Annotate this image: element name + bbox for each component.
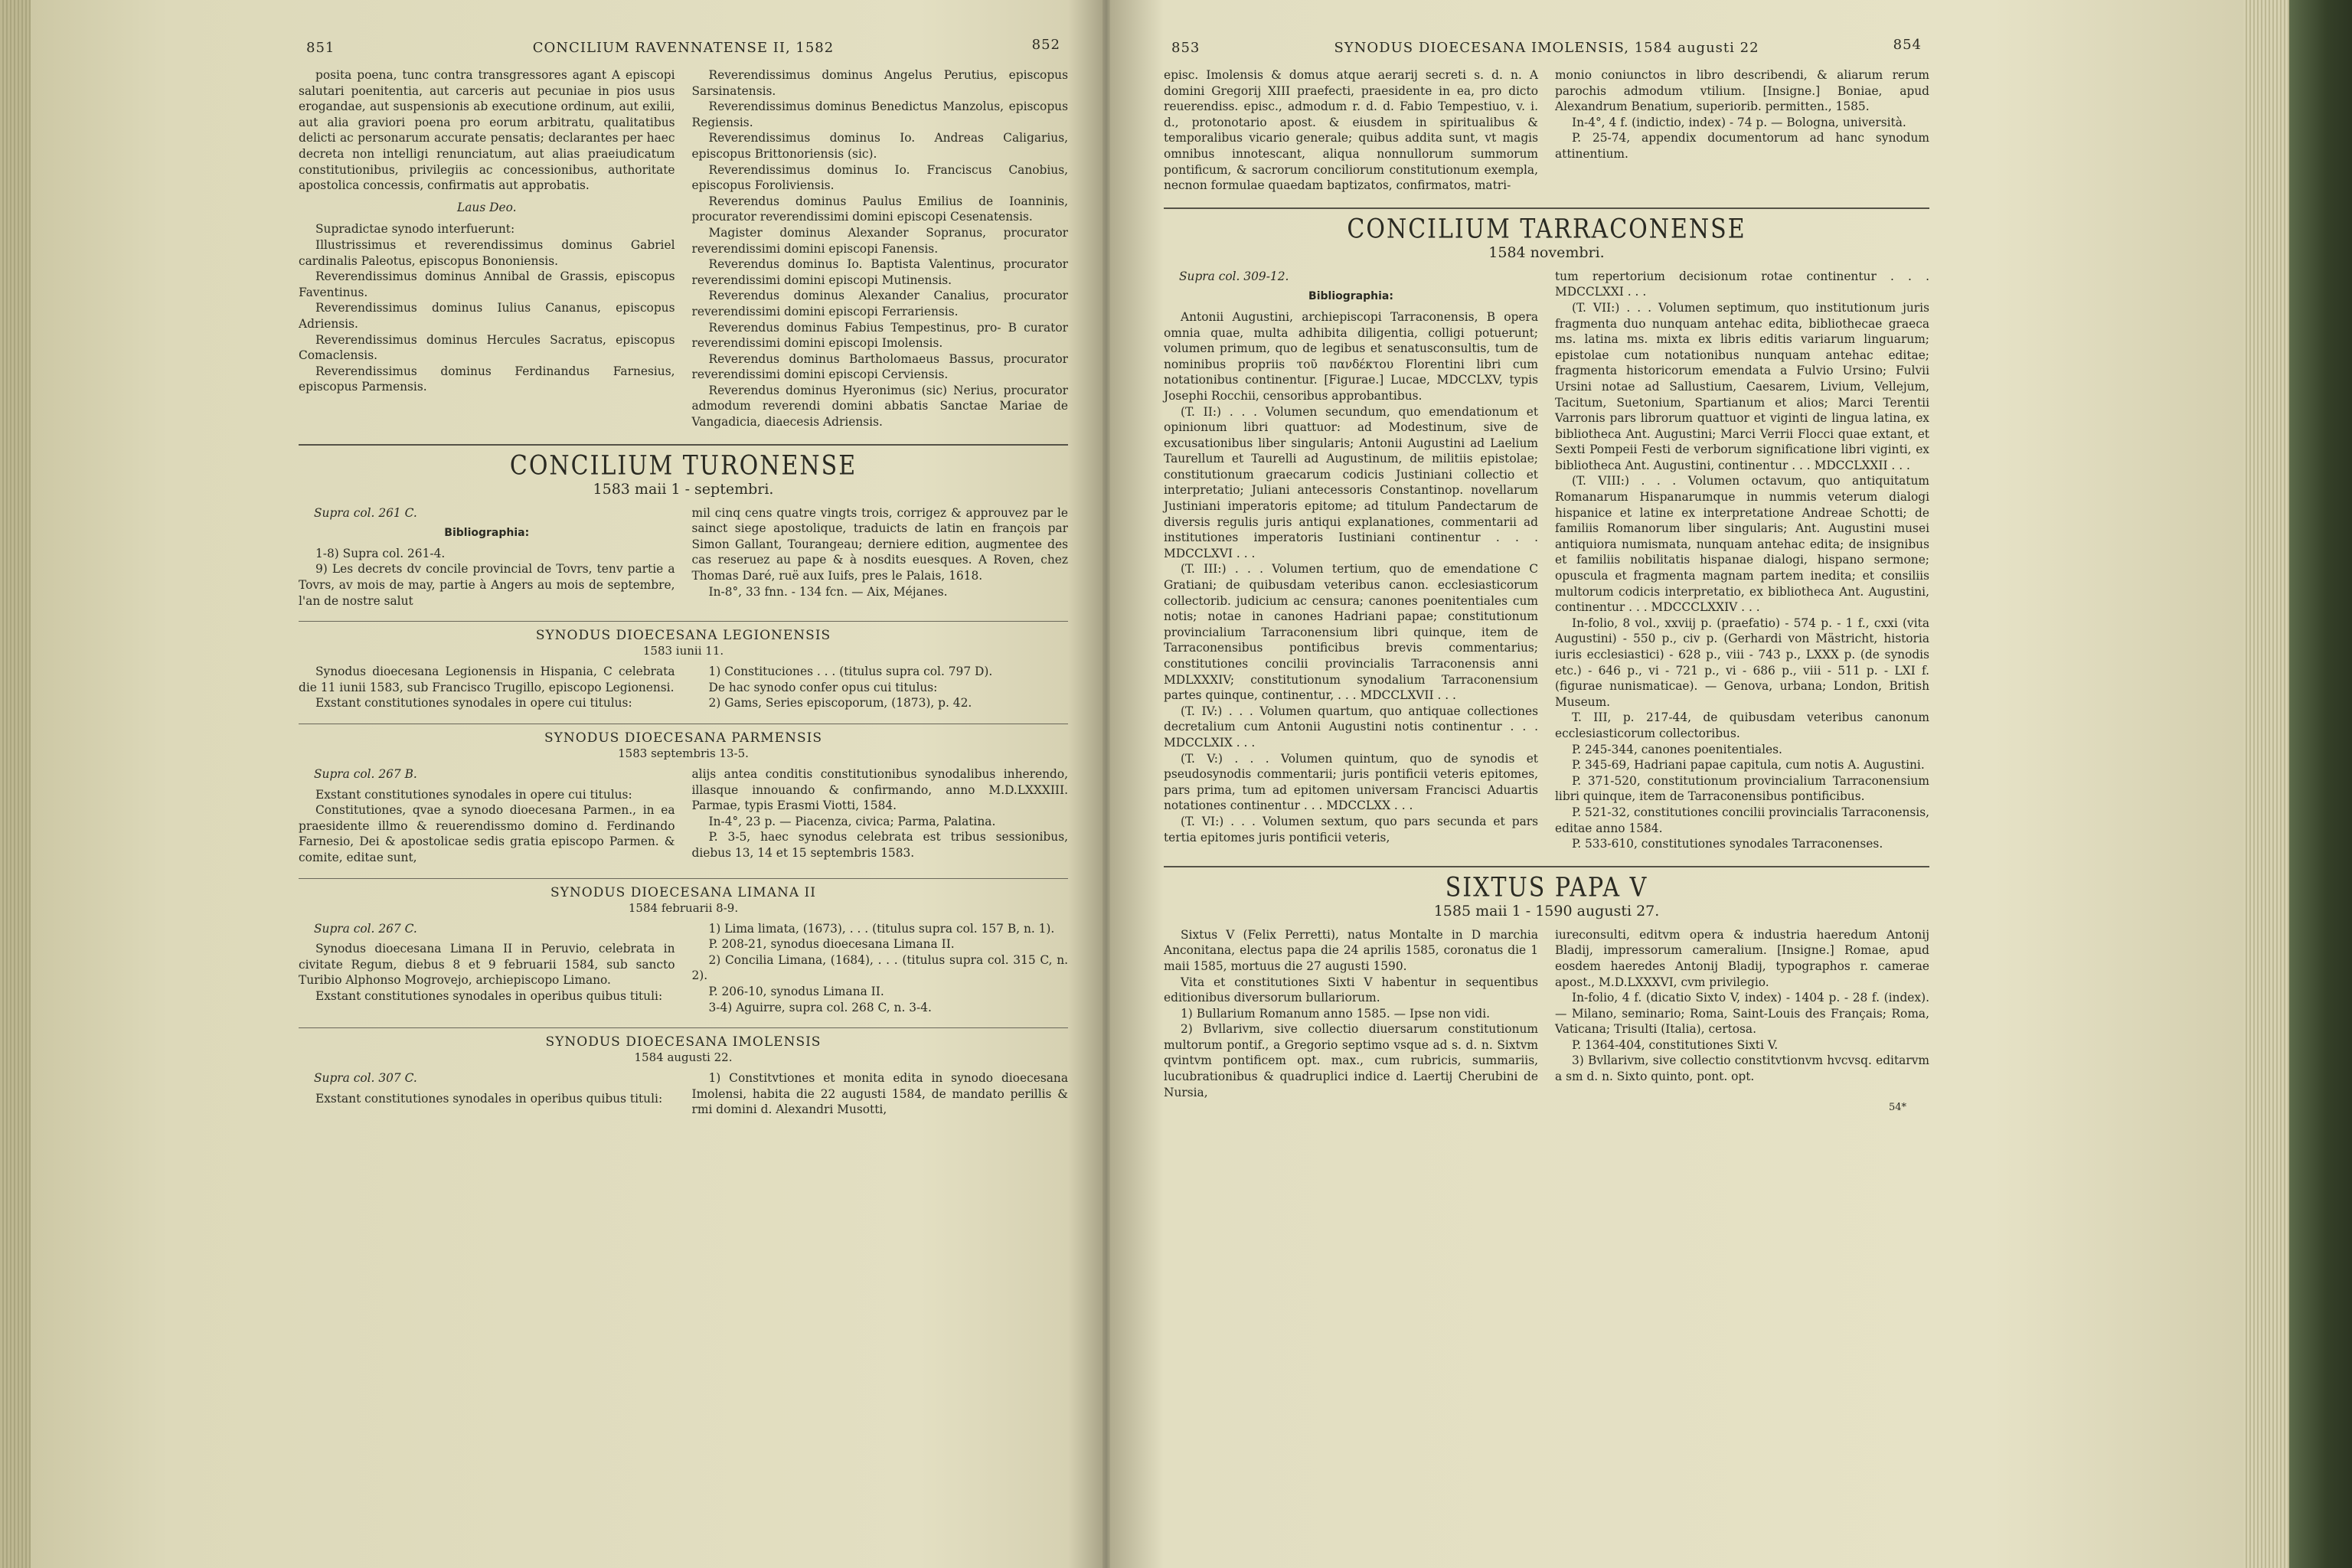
- paragraph: 2) Bvllarivm, sive collectio diuersarum constitutionum multorum pontif., a Gregorio septimo vsque ad s. d. n. Sixtvm qvintvm pontificem opt. max., cum rubricis, summariis, lucubrationibus & quadruplici indice d. Laertij Cherubini de Nursia,: [1164, 1022, 1538, 1099]
- paragraph: T. III, p. 217-44, de quibusdam veteribus canonum ecclesiasticorum collectoribus.: [1555, 710, 1929, 740]
- paragraph: P. 206-10, synodus Limana II.: [708, 984, 884, 998]
- section-rule: [299, 621, 1068, 622]
- paragraph: episc. Imolensis & domus atque aerarij secreti s. d. n. A domini Gregorij XIII praefecti, praesidente in ea, pro dicto reuerendiss. episc., admodum r. d. d. Fabio Tempestiuo, v. i. d., protonotario apost. & eiusdem in spiritualibus & temporalibus vicario generale; quibus addita sunt, vt magis omnibus innotescant, aliqua nonnullorum summorum pontificum, & sacrorum conciliorum constitutionum exempla, necnon formulae quaedam baptizatos, confirmatos, matri-: [1164, 68, 1538, 193]
- column-left: [299, 921, 675, 1016]
- paragraph: Reverendissimus dominus Ferdinandus Farnesius, episcopus Parmensis.: [299, 364, 675, 394]
- paragraph: alijs antea conditis constitutionibus synodalibus inherendo, illasque innouando & confirmando, anno M.D.LXXXIII. Parmae, typis Erasmi Viotti, 1584.: [691, 767, 1068, 813]
- page-edges-right: [2243, 0, 2289, 1568]
- section-date: 1583 maii 1 - septembri.: [593, 480, 774, 498]
- section-title: SYNODUS DIOECESANA LIMANA II: [550, 884, 816, 900]
- paragraph: 1) Constitvtiones et monita edita in synodo dioecesana Imolensi, habita die 22 augusti 1584, de mandato perillis & rmi domini d. Alexandri Musotti,: [691, 1071, 1068, 1117]
- paragraph: Magister dominus Alexander Sopranus, procurator reverendissimi domini episcopi Fanensis.: [691, 225, 1068, 256]
- signature-mark: 54*: [1888, 1102, 1906, 1114]
- paragraph: 1) Constituciones . . . (titulus supra col. 797 D).: [708, 665, 993, 679]
- column-left: [299, 766, 675, 866]
- page-number: 852: [1031, 37, 1060, 53]
- text-columns: [299, 766, 1068, 866]
- text-columns: [299, 505, 1068, 609]
- paragraph: In-folio, 8 vol., xxviij p. (praefatio) - 574 p. - 1 f., cxxi (vita Augustini) - 550 p., civ p. (Gerhardi von Mästricht, historia iuris ecclesiastici) - 628 p., viii - 743 p., LXXX p. (de synodis etc.) - 646 p., vi - 721 p., vi - 686 p., viii - 511 p. - LXI f. (figurae nunismaticae). — Genova, urbana; London, British Museum.: [1555, 616, 1929, 709]
- section-rule: [299, 444, 1068, 446]
- paragraph: posita poena, tunc contra transgressores agant A episcopi salutari poenitentia, aut carceris aut pecuniae in pios usus erogandae, aut suspensionis ab executione ordinum, aut exilii, aut alia graviori poena pro eorum arbitratu, qualitatibus delicti ac personarum accurate pensatis; declarantes per haec decreta non intelligi renunciatum, aut alias praeiudicatum constitutionibus, privilegiis ac concessionibus, authoritate apostolica concessis, confirmatis aut approbatis.: [299, 68, 675, 193]
- paragraph: (T. III:) . . . Volumen tertium, quo de emendatione C Gratiani; de quibusdam veteribus canon. ecclesiasticorum collectorib. judicium ac censura; canones poenitentiales cum notis; notae in canones Hadriani papae; constitutionum provincialium Tarraconensium libri quinque, item de Tarraconensibus pontificibus brevis commentarius; constitutiones concilii provincialis Tarraconensis anni MDLXXXIV; constitutionum synodalium Tarraconensium partes quinque, continentur, . . . MDCCLXVII . . .: [1164, 562, 1538, 703]
- column-left: [1164, 67, 1538, 194]
- paragraph: Antonii Augustini, archiepiscopi Tarraconensis, B opera omnia quae, multa adhibita diligentia, colligi potuerunt; volumen primum, quo de legibus et senatusconsultis, tum de nominibus propriis τοῦ πανδέκτου Florentini libri cum notationibus continentur. [Figurae.] Lucae, MDCCLXV, typis Josephi Rocchii, censoribus approbantibus.: [1164, 309, 1538, 403]
- text-columns: [1164, 67, 1929, 194]
- column-right: [692, 505, 1069, 609]
- paragraph: Synodus dioecesana Limana II in Peruvio, celebrata in civitate Regum, diebus 8 et 9 februarii 1584, sub sancto Turibio Alphonso Mogrovejo, archiepiscopo Limano.: [299, 942, 675, 988]
- running-header: [299, 31, 1068, 61]
- section-date: 1584 augusti 22.: [634, 1050, 733, 1065]
- column-right: [1555, 269, 1929, 852]
- column-right: [692, 1070, 1069, 1118]
- page-edges-left: [0, 0, 31, 1568]
- section-date: 1583 iunii 11.: [642, 644, 724, 658]
- paragraph: (T. VI:) . . . Volumen sextum, quo pars secunda et pars tertia epitomes juris pontificii veteris,: [1164, 814, 1538, 844]
- text-columns: [1164, 269, 1929, 852]
- paragraph: (T. V:) . . . Volumen quintum, quo de synodis et pseudosynodis commentarii; juris pontificii veteris epitomes, pars prima, tum ad epitomen universam Francisci Aduartis notationes continentur . . . MDCCLXX . . .: [1164, 751, 1538, 813]
- right-page: [1164, 31, 1929, 1113]
- paragraph: Reverendus dominus Paulus Emilius de Ioanninis, procurator reverendissimi domini episcopi Cesenatensis.: [691, 194, 1068, 224]
- paragraph: Reverendissimus dominus Annibal de Grassis, episcopus Faventinus.: [299, 270, 675, 299]
- paragraph: Supra col. 261 C.: [314, 505, 417, 520]
- paragraph: tum repertorium decisionum rotae continentur . . . MDCCLXXI . . .: [1555, 269, 1929, 299]
- section-title: SYNODUS DIOECESANA LEGIONENSIS: [535, 628, 831, 644]
- column-right: [692, 921, 1069, 1016]
- book-cover-edge: [2289, 0, 2352, 1568]
- paragraph: Supra col. 267 C.: [314, 921, 417, 936]
- text-columns: [299, 921, 1068, 1016]
- section-title: SYNODUS DIOECESANA PARMENSIS: [544, 730, 822, 746]
- paragraph: (T. VII:) . . . Volumen septimum, quo institutionum juris fragmenta duo nunquam antehac edita, bibliothecae graeca ms. latina ms. mixta ex libris editis variarum linguarum; epistolae cum notationibus nunquam antehac editae; fragmenta historicorum emendata a Fulvio Ursino; Fulvii Ursini notae ad Sallustium, Caesarem, Livium, Vellejum, Tacitum, Suetonium, Spartianum et alios; Marci Terentii Varronis pars librorum quattuor et viginti de lingua latina, ex bibliotheca Ant. Augustini; Marci Verrii Flocci quae extant, et Sexti Pompeii Festi de verborum significatione libri viginti, ex bibliotheca Ant. Augustini, continentur . . . MDCCLXXII . . .: [1555, 300, 1929, 472]
- paragraph: P. 25-74, appendix documentorum ad hanc synodum attinentium.: [1555, 131, 1929, 161]
- paragraph: Reverendus dominus Bartholomaeus Bassus, procurator reverendissimi domini episcopi Cerviensis.: [691, 351, 1068, 382]
- page-number: 851: [306, 40, 335, 56]
- section-date: 1585 maii 1 - 1590 augusti 27.: [1433, 902, 1660, 920]
- paragraph: iureconsulti, editvm opera & industria haeredum Antonij Bladij, impressorum cameralium. [Insigne.] Romae, apud eosdem haeredes Antonij Bladij, typographos r. camerae apost., M.D.LXXXVI, cvm privilegio.: [1555, 927, 1929, 989]
- paragraph: Exstant constitutiones synodales in opere cui titulus:: [315, 696, 632, 710]
- column-right: [692, 67, 1069, 430]
- paragraph: In-4°, 4 f. (indictio, index) - 74 p. — Bologna, università.: [1572, 115, 1906, 129]
- section-rule: [1164, 207, 1929, 209]
- text-columns: [299, 664, 1068, 711]
- paragraph: Illustrissimus et reverendissimus dominus Gabriel cardinalis Paleotus, episcopus Bononiensis.: [299, 237, 675, 268]
- paragraph: Exstant constitutiones synodales in opere cui titulus:: [315, 787, 632, 802]
- book-gutter: [1102, 0, 1110, 1568]
- paragraph: P. 3-5, haec synodus celebrata est tribus sessionibus, diebus 13, 14 et 15 septembris 1583.: [691, 830, 1068, 860]
- paragraph: 9) Les decrets dv concile provincial de Tovrs, tenv partie a Tovrs, av mois de may, partie à Angers au mois de septembre, l'an de nostre salut: [299, 562, 675, 608]
- column-right: [1555, 927, 1929, 1101]
- paragraph: Exstant constitutiones synodales in operibus quibus tituli:: [315, 1091, 663, 1106]
- paragraph: P. 208-21, synodus dioecesana Limana II.: [708, 937, 955, 952]
- column-left: [299, 505, 675, 609]
- paragraph: Supra col. 309-12.: [1179, 269, 1289, 283]
- paragraph: Reverendissimus dominus Benedictus Manzolus, episcopus Regiensis.: [691, 100, 1068, 129]
- section-title: SIXTUS PAPA V: [1445, 872, 1648, 903]
- column-left: [299, 1070, 675, 1118]
- text-columns: [1164, 927, 1929, 1101]
- section-title: CONCILIUM TURONENSE: [509, 449, 858, 482]
- paragraph: (T. II:) . . . Volumen secundum, quo emendationum et opinionum libri quattuor: ad Modestinum, sive de excusationibus liber singularis; Antonii Augustini ad Laelium Taurellum et Taurelli ad Augustinum, de militiis epistolae; constitutionum graecarum codicis Justiniani collectio et interpretatio; Juliani antecessoris Constantinop. novellarum Justiniani imperatoris epitome; ad titulum Pandectarum de diversis regulis juris antiqui explanationes, commentarii ad institutiones imperatoris Iustiniani continentur . . . MDCCLXVI . . .: [1164, 404, 1538, 560]
- bibliography-heading: Bibliographia:: [1308, 290, 1393, 303]
- paragraph: In-8°, 33 fnn. - 134 fcn. — Aix, Méjanes.: [708, 584, 948, 599]
- page-number: 854: [1893, 37, 1922, 53]
- page-number: 853: [1171, 40, 1200, 56]
- paragraph: Sixtus V (Felix Perretti), natus Montalte in D marchia Anconitana, electus papa die 24 aprilis 1585, coronatus die 1 maii 1585, mortuus die 27 augusti 1590.: [1164, 927, 1538, 973]
- paragraph: Supra col. 307 C.: [314, 1071, 417, 1086]
- column-left: [1164, 269, 1538, 852]
- section-date: 1583 septembris 13-5.: [618, 746, 749, 760]
- paragraph: (T. VIII:) . . . Volumen octavum, quo antiquitatum Romanarum Hispanarumque in nummis veterum dialogi hispanice et latine ex interpretatione Andreae Schotti; de familiis Romanorum liber singularis; Ant. Augustini musei antiquiora numismata, nunquam antehac edita; de insignibus et familiis nobilitatis hispanae dialogi, hispano sermone; opuscula et fragmenta magnam partem inedita; et consiliis multorum codicis interpretatio, ex bibliotheca Ant. Augustini, continentur . . . MDCCCLXXIV . . .: [1555, 474, 1929, 615]
- paragraph: Exstant constitutiones synodales in operibus quibus tituli:: [315, 988, 663, 1003]
- running-header: [1164, 31, 1929, 61]
- section-title: CONCILIUM TARRACONENSE: [1347, 214, 1746, 245]
- paragraph: P. 1364-404, constitutiones Sixti V.: [1572, 1037, 1779, 1052]
- paragraph: 3-4) Aguirre, supra col. 268 C, n. 3-4.: [708, 1000, 932, 1014]
- column-right: [692, 664, 1069, 711]
- section-title: SYNODUS DIOECESANA IMOLENSIS: [545, 1034, 822, 1050]
- paragraph: Vita et constitutiones Sixti V habentur in sequentibus editionibus diversorum bullariorum.: [1164, 975, 1538, 1005]
- paragraph: Laus Deo.: [457, 200, 517, 214]
- paragraph: Reverendus dominus Io. Baptista Valentinus, procurator reverendissimi domini episcopi Mutinensis.: [691, 257, 1068, 287]
- paragraph: Reverendissimus dominus Angelus Perutius, episcopus Sarsinatensis.: [691, 68, 1068, 98]
- paragraph: In-4°, 23 p. — Piacenza, civica; Parma, Palatina.: [708, 814, 996, 828]
- paragraph: 1) Bullarium Romanum anno 1585. — Ipse non vidi.: [1181, 1006, 1491, 1021]
- running-title: CONCILIUM RAVENNATENSE II, 1582: [532, 40, 835, 56]
- paragraph: mil cinq cens quatre vingts trois, corrigez & approuvez par le sainct siege apostolique, traduicts de latin en françois par Simon Gallant, Tourangeau; derniere edition, augmentee des cas reseruez au pape & à nosdits euesques. A Roven, chez Thomas Daré, ruë aux Iuifs, pres le Palais, 1618.: [691, 505, 1068, 583]
- paragraph: (T. IV:) . . . Volumen quartum, quo antiquae collectiones decretalium cum Antonii Augustini notis continentur . . . MDCCLXIX . . .: [1164, 704, 1538, 750]
- section-rule: [299, 1027, 1068, 1028]
- text-columns: [299, 1070, 1068, 1118]
- paragraph: Reverendissimus dominus Hercules Sacratus, episcopus Comaclensis.: [299, 332, 675, 363]
- column-left: [299, 67, 675, 430]
- paragraph: 1-8) Supra col. 261-4.: [315, 546, 446, 560]
- running-title: SYNODUS DIOECESANA IMOLENSIS, 1584 augusti 22: [1334, 40, 1759, 56]
- paragraph: P. 533-610, constitutiones synodales Tarraconenses.: [1572, 837, 1883, 851]
- paragraph: monio coniunctos in libro describendi, & aliarum rerum parochis admodum vtilium. [Insigne.] Boniae, apud Alexandrum Benatium, superiorib. permitten., 1585.: [1555, 68, 1929, 114]
- paragraph: Reverendissimus dominus Io. Andreas Caligarius, episcopus Brittonoriensis (sic).: [691, 131, 1068, 161]
- paragraph: Reverendus dominus Fabius Tempestinus, pro- B curator reverendissimi domini episcopi Imolensis.: [691, 320, 1068, 351]
- paragraph: P. 521-32, constitutiones concilii provincialis Tarraconensis, editae anno 1584.: [1555, 805, 1929, 835]
- section-rule: [1164, 866, 1929, 867]
- paragraph: P. 345-69, Hadriani papae capitula, cum notis A. Augustini.: [1572, 758, 1925, 773]
- paragraph: Synodus dioecesana Legionensis in Hispania, C celebrata die 11 iunii 1583, sub Francisco Trugillo, episcopo Legionensi.: [299, 665, 675, 694]
- text-columns: [299, 67, 1068, 430]
- column-right: [1555, 67, 1929, 194]
- paragraph: 3) Bvllarivm, sive collectio constitvtionvm hvcvsq. editarvm a sm d. n. Sixto quinto, pont. opt.: [1555, 1054, 1929, 1084]
- paragraph: Reverendus dominus Hyeronimus (sic) Nerius, procurator admodum reverendi domini abbatis Sanctae Mariae de Vangadicia, diaecesis Adriensis.: [691, 383, 1068, 430]
- paragraph: Reverendissimus dominus Io. Franciscus Canobius, episcopus Foroliviensis.: [691, 162, 1068, 193]
- paragraph: 2) Gams, Series episcoporum, (1873), p. 42.: [708, 696, 972, 710]
- paragraph: Constitutiones, qvae a synodo dioecesana Parmen., in ea praesidente illmo & reuerendissmo domino d. Ferdinando Farnesio, Dei & apostolicae sedis gratia episcopo Parmen. & comite, editae sunt,: [299, 803, 675, 864]
- paragraph: Supradictae synodo interfuerunt:: [315, 222, 515, 237]
- paragraph: In-folio, 4 f. (dicatio Sixto V, index) - 1404 p. - 28 f. (index). — Milano, seminario; Roma, Saint-Louis des Français; Roma, Vaticana; Trisulti (Italia), certosa.: [1555, 991, 1929, 1037]
- column-right: [692, 766, 1069, 866]
- column-left: [299, 664, 675, 711]
- section-date: 1584 novembri.: [1488, 243, 1605, 261]
- paragraph: P. 371-520, constitutionum provincialium Tarraconensium libri quinque, item de Tarraconensibus pontificibus.: [1555, 773, 1929, 804]
- paragraph: Reverendissimus dominus Iulius Cananus, episcopus Adriensis.: [299, 301, 675, 331]
- paragraph: Reverendus dominus Alexander Canalius, procurator reverendissimi domini episcopi Ferrariensis.: [691, 289, 1068, 318]
- bibliography-heading: Bibliographia:: [444, 527, 530, 540]
- paragraph: P. 245-344, canones poenitentiales.: [1572, 742, 1782, 756]
- paragraph: 2) Concilia Limana, (1684), . . . (titulus supra col. 315 C, n. 2).: [691, 952, 1068, 983]
- paragraph: 1) Lima limata, (1673), . . . (titulus supra col. 157 B, n. 1).: [708, 921, 1055, 936]
- section-date: 1584 februarii 8-9.: [628, 900, 739, 915]
- paragraph: De hac synodo confer opus cui titulus:: [708, 680, 938, 694]
- section-rule: [299, 878, 1068, 879]
- column-left: [1164, 927, 1538, 1101]
- paragraph: Supra col. 267 B.: [314, 767, 417, 781]
- left-page: [299, 31, 1068, 1118]
